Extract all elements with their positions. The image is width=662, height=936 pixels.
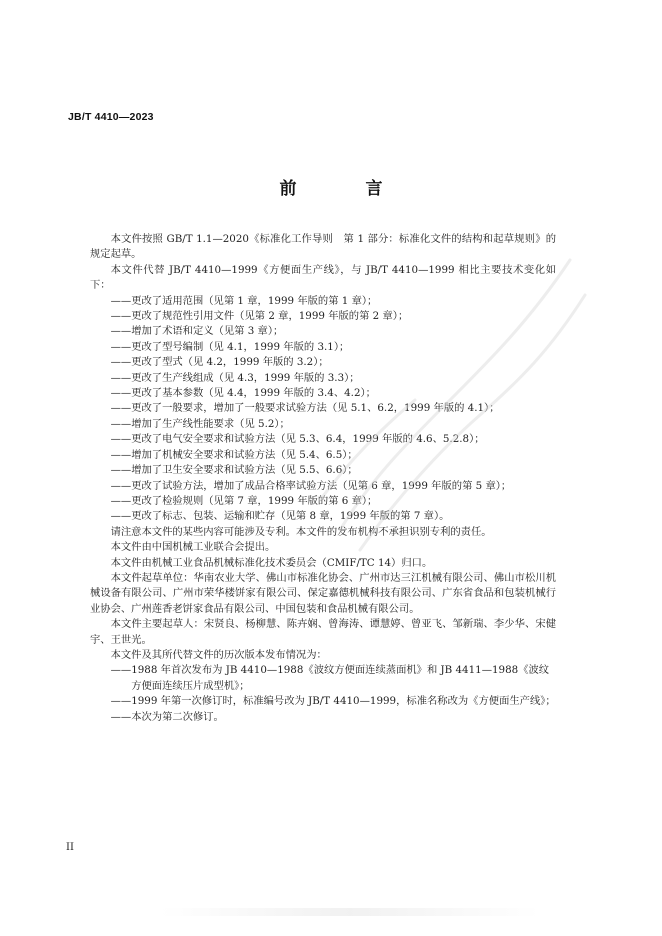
- list-item: ——增加了生产线性能要求（见 5.2）；: [110, 417, 290, 430]
- scan-artifact: [160, 908, 540, 916]
- paragraph-drafters: 本文件主要起草人：宋贤良、杨柳慧、陈卉娴、曾海涛、谭慧婷、曾亚飞、邹新瑞、李少华、宋健宇、王世光。: [90, 618, 556, 646]
- paragraph-patent-notice: 请注意本文件的某些内容可能涉及专利。本文件的发布机构不承担识别专利的责任。: [110, 525, 492, 538]
- list-item: ——1999 年第一次修订时，标准编号改为 JB/T 4410—1999，标准名称改为《方便面生产线》；: [110, 695, 556, 708]
- page-number: II: [66, 842, 74, 853]
- list-item: ——更改了基本参数（见 4.4，1999 年版的 3.4、4.2）；: [110, 387, 376, 400]
- list-item: ——更改了适用范围（见第 1 章，1999 年版的第 1 章）；: [110, 294, 378, 307]
- paragraph-proposer: 本文件由中国机械工业联合会提出。: [110, 541, 276, 554]
- paragraph-history-intro: 本文件及其所代替文件的历次版本发布情况为：: [110, 648, 327, 661]
- list-item: ——增加了术语和定义（见第 3 章）；: [110, 325, 284, 338]
- list-item: ——增加了卫生安全要求和试验方法（见 5.5、6.6）；: [110, 464, 358, 477]
- list-item: ——1988 年首次发布为 JB 4410—1988《波纹方便面连续蒸面机》和 JB 4411—1988《波纹方便面连续压片成型机》；: [110, 664, 550, 692]
- paragraph-drafting-rules: 本文件按照 GB/T 1.1—2020《标准化工作导则 第 1 部分：标准化文件的结构和起草规则》的规定起草。: [90, 233, 556, 261]
- list-item: ——更改了型号编制（见 4.1，1999 年版的 3.1）；: [110, 340, 350, 353]
- paragraph-replaces: 本文件代替 JB/T 4410—1999《方便面生产线》，与 JB/T 4410—1999 相比主要技术变化如下：: [90, 263, 556, 292]
- list-item: ——更改了电气安全要求和试验方法（见 5.3、6.4，1999 年版的 4.6、5.2.8）；: [110, 433, 485, 446]
- foreword-body: [90, 232, 556, 725]
- list-item: ——增加了机械安全要求和试验方法（见 5.4、6.5）；: [110, 448, 358, 461]
- standard-number: JB/T 4410—2023: [68, 111, 154, 123]
- list-item: ——更改了生产线组成（见 4.3，1999 年版的 3.3）；: [110, 371, 360, 384]
- list-item: ——更改了一般要求，增加了一般要求试验方法（见 5.1、6.2，1999 年版的 4.1）；: [110, 402, 500, 415]
- changes-list: [90, 294, 556, 525]
- paragraph-committee: 本文件由机械工业食品机械标准化技术委员会（CMIF/TC 14）归口。: [110, 556, 433, 569]
- list-item: ——更改了规范性引用文件（见第 2 章，1999 年版的第 2 章）；: [110, 310, 409, 323]
- list-item: ——本次为第二次修订。: [110, 710, 224, 723]
- list-item: ——更改了检验规则（见第 7 章，1999 年版的第 6 章）；: [110, 494, 378, 507]
- page-title: 前 言: [279, 179, 409, 199]
- list-item: ——更改了标志、包装、运输和贮存（见第 8 章，1999 年版的第 7 章）。: [110, 510, 450, 523]
- list-item: ——更改了型式（见 4.2，1999 年版的 3.2）；: [110, 356, 329, 369]
- history-list: [90, 663, 556, 725]
- list-item: ——更改了试验方法，增加了成品合格率试验方法（见第 6 章，1999 年版的第 5 章）；: [110, 479, 512, 492]
- paragraph-drafting-units: 本文件起草单位：华南农业大学、佛山市标准化协会、广州市达三江机械有限公司、佛山市松川机械设备有限公司、广州市荣华楼饼家有限公司、保定嘉德机械科技有限公司、广东省食品和包装机械行业协会、广州莲香老饼家食品有限公司、中国包装和食品机械有限公司。: [90, 571, 556, 615]
